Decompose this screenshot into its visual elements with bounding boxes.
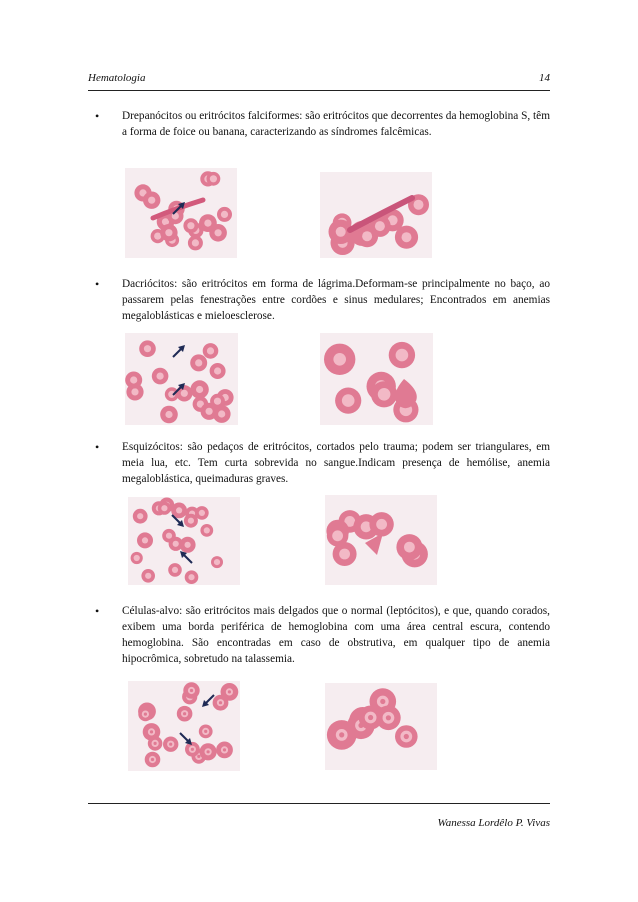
cell-central-pallor <box>181 390 188 397</box>
cell-central-pallor <box>414 200 424 210</box>
target-center <box>207 750 210 753</box>
cell-central-pallor <box>204 220 211 227</box>
cell-central-pallor <box>185 542 191 548</box>
target-center <box>151 758 154 761</box>
cell-central-pallor <box>187 222 194 229</box>
target-center <box>204 730 207 733</box>
cell-central-pallor <box>144 345 151 352</box>
micrograph-esquizocitos-1 <box>128 497 240 585</box>
micrograph-drepanocitos-2 <box>320 172 432 258</box>
micrograph-dacriocitos-2 <box>320 333 433 425</box>
target-center <box>380 699 385 704</box>
cell-central-pallor <box>207 347 214 354</box>
cell-central-pallor <box>376 519 387 530</box>
bullet-icon: • <box>95 109 100 123</box>
cell-central-pallor <box>148 197 155 204</box>
header-title: Hematologia <box>88 72 146 84</box>
bullet-icon: • <box>95 277 100 291</box>
item-text: Células-alvo: são eritrócitos mais delgados que o normal (leptócitos), e que, quando corados, exibem uma borda periférica de hemoglobina com uma área central escura, contendo hemoglobina. São encontradas em caso de obstrutiva, em qualquer tipo de anemia hipocrômica, sobretudo na talassemia. <box>122 605 550 665</box>
target-center <box>386 715 391 720</box>
cell-central-pallor <box>137 513 143 519</box>
cell-central-pallor <box>161 505 167 511</box>
target-center <box>191 748 194 751</box>
target-center <box>144 713 147 716</box>
cell-central-pallor <box>333 353 346 366</box>
cell-central-pallor <box>192 239 199 246</box>
cell-central-pallor <box>188 574 194 580</box>
cell-central-pallor <box>342 394 355 407</box>
micrograph-dacriocitos-1 <box>125 333 238 425</box>
list-item-celulas-alvo <box>95 603 550 667</box>
item-text: Esquizócitos: são pedaços de eritrócitos, cortados pelo trauma; podem ser triangulares, em meia lua, etc. Tem curta sobrevida no sangue.Indicam presença de hemólise, anemia megaloblástica, queimaduras graves. <box>122 441 550 485</box>
target-center <box>197 755 200 758</box>
micrograph-celulas-alvo-2 <box>325 683 437 770</box>
bullet-icon: • <box>95 440 100 454</box>
cell-central-pallor <box>145 573 151 579</box>
cell-central-pallor <box>173 541 179 547</box>
cell-central-pallor <box>218 410 225 417</box>
cell-central-pallor <box>214 559 220 565</box>
micrograph-celulas-alvo-1 <box>128 681 240 771</box>
cell-central-pallor <box>375 221 385 231</box>
item-text: Dacriócitos: são eritrócitos em forma de lágrima.Deformam-se principalmente no baço, ao passarem pelas fenestrações entre cordões e sinus medulares; Encontrados em anemias megaloblásticas e mieloesclerose. <box>122 278 550 322</box>
cell-central-pallor <box>210 175 217 182</box>
cell-central-pallor <box>195 359 202 366</box>
cell-central-pallor <box>130 376 137 383</box>
list-item-dacriocitos <box>95 276 550 324</box>
list-item-drepanocitos <box>95 108 550 140</box>
cell-central-pallor <box>196 386 203 393</box>
target-center <box>223 748 226 751</box>
target-center <box>219 701 222 704</box>
cell-central-pallor <box>204 527 210 533</box>
cell-central-pallor <box>214 398 221 405</box>
list-item-esquizocitos <box>95 439 550 487</box>
target-center <box>404 734 409 739</box>
footer-rule <box>88 803 550 804</box>
cell-central-pallor <box>362 231 372 241</box>
cell-central-pallor <box>378 388 391 401</box>
cell-central-pallor <box>396 349 409 362</box>
cell-central-pallor <box>166 533 172 539</box>
cell-central-pallor <box>131 388 138 395</box>
cell-central-pallor <box>339 549 350 560</box>
target-center <box>228 690 231 693</box>
target-center <box>339 732 344 737</box>
target-center <box>190 689 193 692</box>
cell-central-pallor <box>402 232 412 242</box>
micrograph-drepanocitos-1 <box>125 168 237 258</box>
cell-central-pallor <box>404 542 415 553</box>
target-center <box>150 730 153 733</box>
cell-central-pallor <box>206 408 213 415</box>
cell-central-pallor <box>134 555 140 561</box>
cell-central-pallor <box>157 373 164 380</box>
footer-author: Wanessa Lordêlo P. Vivas <box>437 817 550 829</box>
target-center <box>169 743 172 746</box>
header-rule <box>88 90 550 91</box>
cell-central-pallor <box>165 411 172 418</box>
bullet-icon: • <box>95 604 100 618</box>
target-center <box>368 715 373 720</box>
micrograph-esquizocitos-2 <box>325 495 437 585</box>
cell-central-pallor <box>221 211 228 218</box>
item-text: Drepanócitos ou eritrócitos falciformes: são eritrócitos que decorrentes da hemoglobina S, têm a forma de foice ou banana, caracterizando as síndromes falcêmicas. <box>122 110 550 138</box>
cell-central-pallor <box>199 510 205 516</box>
cell-central-pallor <box>188 518 194 524</box>
cell-central-pallor <box>215 229 222 236</box>
page-header <box>88 72 550 90</box>
cell-central-pallor <box>336 227 346 237</box>
cell-central-pallor <box>176 507 182 513</box>
cell-central-pallor <box>142 537 148 543</box>
cell-central-pallor <box>172 567 178 573</box>
target-center <box>154 742 157 745</box>
target-center <box>183 712 186 715</box>
cell-central-pallor <box>165 229 172 236</box>
cell-central-pallor <box>154 233 161 240</box>
page-number: 14 <box>539 72 550 84</box>
cell-central-pallor <box>214 367 221 374</box>
cell-central-pallor <box>332 530 343 541</box>
